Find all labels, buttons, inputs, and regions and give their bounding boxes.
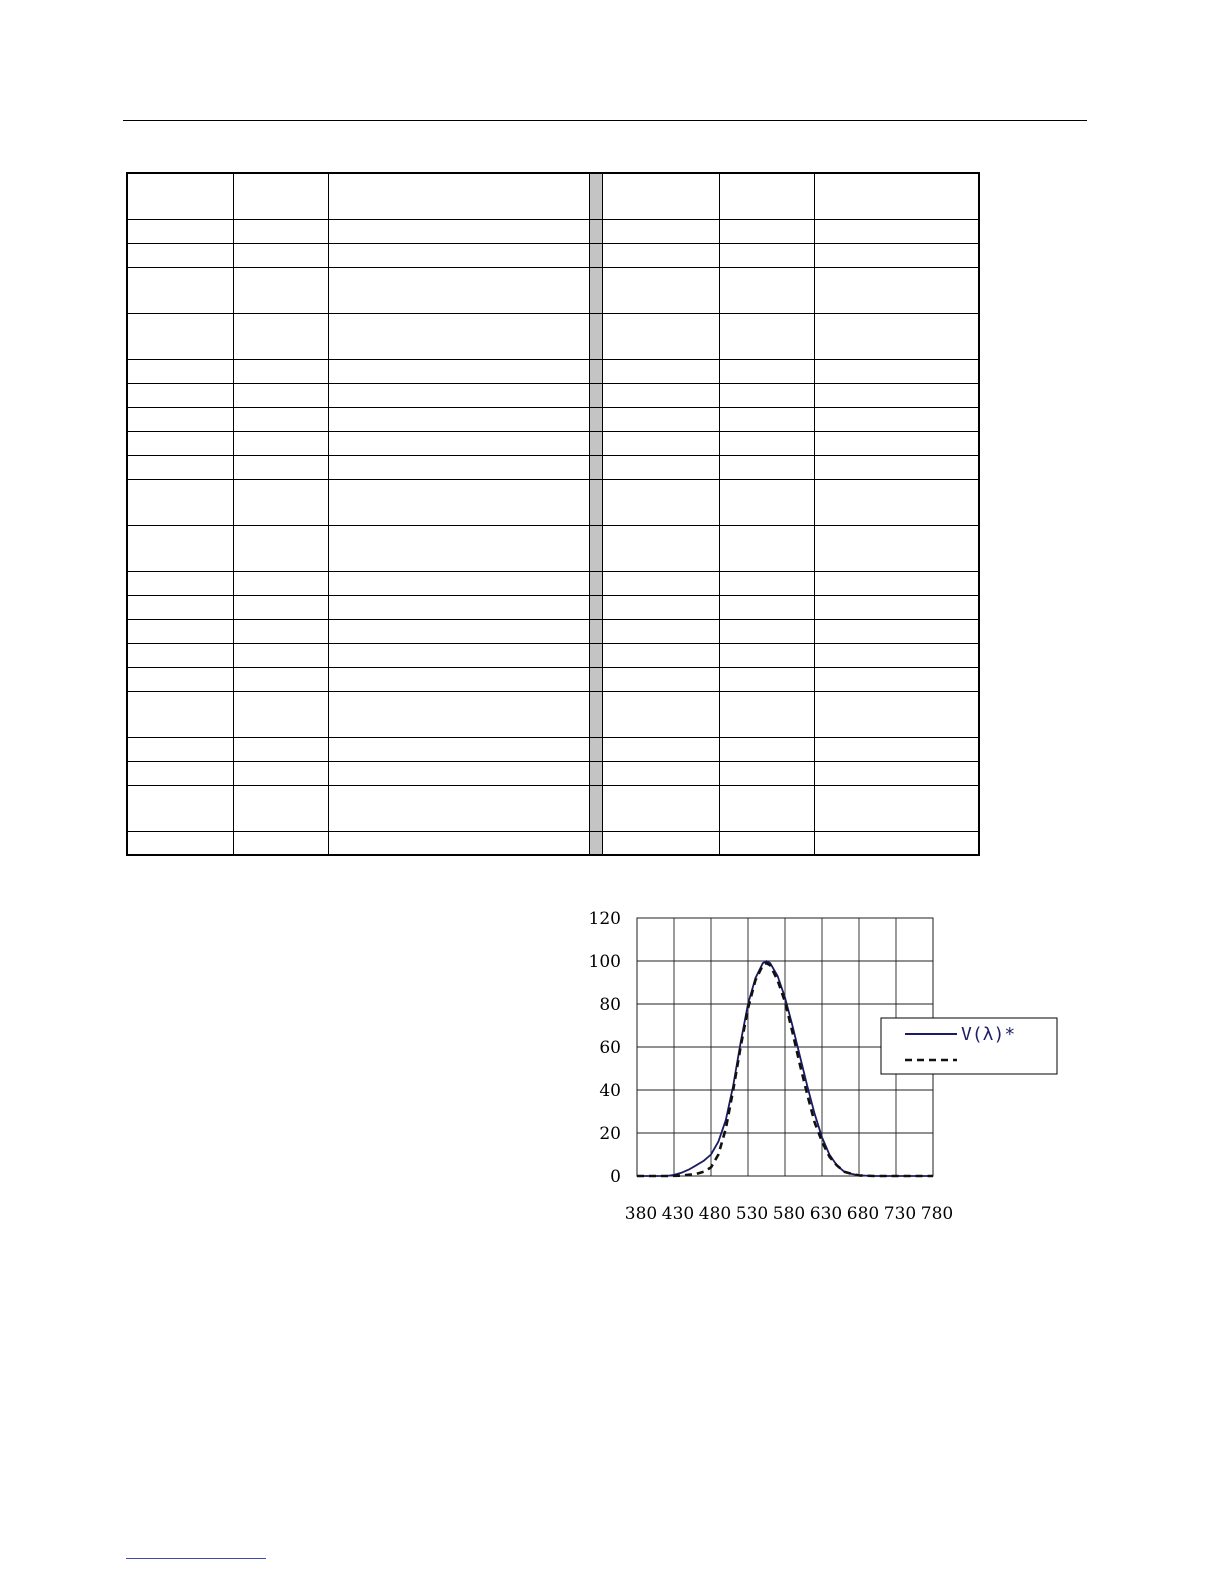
table-cell	[602, 383, 719, 407]
table-cell	[233, 243, 328, 267]
table-cell	[719, 691, 814, 737]
table-separator-cell	[589, 761, 602, 785]
table-cell	[719, 619, 814, 643]
table-cell	[814, 761, 979, 785]
x-tick-label: 680	[846, 1204, 880, 1224]
table-separator-cell	[589, 667, 602, 691]
table-cell	[127, 691, 233, 737]
footnote-rule	[126, 1558, 266, 1559]
table-cell	[328, 691, 589, 737]
table-cell	[328, 359, 589, 383]
table-cell	[814, 455, 979, 479]
y-tick-label: 0	[610, 1167, 621, 1187]
table-cell	[328, 667, 589, 691]
x-tick-label: 730	[883, 1204, 917, 1224]
table-cell	[602, 243, 719, 267]
table-cell	[328, 525, 589, 571]
table-cell	[328, 383, 589, 407]
table-cell	[233, 313, 328, 359]
table-separator-cell	[589, 525, 602, 571]
table-cell	[814, 359, 979, 383]
table-cell	[328, 595, 589, 619]
table-cell	[328, 643, 589, 667]
table-separator-cell	[589, 359, 602, 383]
table-cell	[233, 619, 328, 643]
table-row	[127, 455, 979, 479]
table-cell	[719, 455, 814, 479]
table-cell	[127, 667, 233, 691]
table-cell	[127, 407, 233, 431]
table-row	[127, 525, 979, 571]
table-cell	[127, 219, 233, 243]
table-separator-cell	[589, 243, 602, 267]
table-row	[127, 761, 979, 785]
table-row	[127, 173, 979, 219]
table-separator-cell	[589, 267, 602, 313]
table-cell	[328, 267, 589, 313]
chart-svg	[580, 900, 1060, 1240]
table-row	[127, 407, 979, 431]
table-row	[127, 219, 979, 243]
table-cell	[328, 785, 589, 831]
table-cell	[602, 761, 719, 785]
y-tick-label: 40	[599, 1081, 621, 1101]
legend-label: V(λ)*	[961, 1024, 1016, 1045]
spec-table-body	[127, 173, 979, 855]
table-cell	[602, 619, 719, 643]
table-row	[127, 571, 979, 595]
table-cell	[814, 431, 979, 455]
table-cell	[602, 595, 719, 619]
table-cell	[328, 619, 589, 643]
header-rule	[123, 120, 1087, 121]
table-separator-cell	[589, 619, 602, 643]
table-cell	[127, 383, 233, 407]
table-cell	[127, 643, 233, 667]
table-cell	[719, 219, 814, 243]
table-cell	[127, 431, 233, 455]
table-cell	[814, 595, 979, 619]
table-row	[127, 267, 979, 313]
table-row	[127, 313, 979, 359]
table-cell	[602, 313, 719, 359]
table-cell	[233, 737, 328, 761]
table-cell	[719, 383, 814, 407]
table-cell	[719, 267, 814, 313]
y-tick-label: 120	[588, 909, 621, 929]
table-separator-cell	[589, 407, 602, 431]
table-separator-cell	[589, 595, 602, 619]
table-row	[127, 643, 979, 667]
table-separator-cell	[589, 643, 602, 667]
table-cell	[233, 831, 328, 855]
table-row	[127, 243, 979, 267]
table-cell	[328, 407, 589, 431]
table-row	[127, 785, 979, 831]
table-cell	[602, 831, 719, 855]
table-cell	[328, 219, 589, 243]
table-row	[127, 831, 979, 855]
table-cell	[233, 761, 328, 785]
table-cell	[233, 431, 328, 455]
table-cell	[233, 173, 328, 219]
x-tick-label: 430	[661, 1204, 695, 1224]
table-cell	[602, 407, 719, 431]
table-cell	[602, 267, 719, 313]
table-separator-cell	[589, 455, 602, 479]
table-cell	[719, 173, 814, 219]
table-separator-cell	[589, 431, 602, 455]
y-tick-label: 80	[599, 995, 621, 1015]
table-cell	[233, 383, 328, 407]
table-cell	[233, 667, 328, 691]
table-cell	[719, 243, 814, 267]
table-cell	[233, 571, 328, 595]
table-cell	[814, 643, 979, 667]
table-cell	[328, 455, 589, 479]
table-cell	[328, 243, 589, 267]
table-row	[127, 383, 979, 407]
table-cell	[127, 173, 233, 219]
table-separator-cell	[589, 571, 602, 595]
table-cell	[127, 455, 233, 479]
table-cell	[719, 595, 814, 619]
table-cell	[233, 455, 328, 479]
table-cell	[127, 761, 233, 785]
table-cell	[233, 691, 328, 737]
table-cell	[127, 525, 233, 571]
table-row	[127, 431, 979, 455]
table-cell	[328, 479, 589, 525]
table-cell	[602, 525, 719, 571]
table-cell	[233, 479, 328, 525]
table-cell	[814, 383, 979, 407]
table-cell	[328, 831, 589, 855]
table-cell	[719, 479, 814, 525]
table-cell	[233, 643, 328, 667]
x-tick-label: 780	[920, 1204, 954, 1224]
table-cell	[233, 595, 328, 619]
y-tick-label: 20	[599, 1124, 621, 1144]
table-cell	[719, 737, 814, 761]
table-cell	[328, 313, 589, 359]
table-cell	[602, 479, 719, 525]
table-cell	[127, 737, 233, 761]
table-row	[127, 691, 979, 737]
table-cell	[127, 595, 233, 619]
table-cell	[328, 737, 589, 761]
table-cell	[814, 243, 979, 267]
table-cell	[814, 479, 979, 525]
table-cell	[602, 667, 719, 691]
table-cell	[814, 267, 979, 313]
table-cell	[328, 571, 589, 595]
table-cell	[814, 691, 979, 737]
table-cell	[719, 571, 814, 595]
table-cell	[233, 219, 328, 243]
table-cell	[814, 667, 979, 691]
x-tick-label: 580	[772, 1204, 806, 1224]
table-cell	[233, 267, 328, 313]
table-cell	[814, 571, 979, 595]
table-cell	[328, 173, 589, 219]
table-cell	[602, 431, 719, 455]
x-tick-label: 380	[624, 1204, 658, 1224]
table-cell	[814, 407, 979, 431]
table-cell	[719, 667, 814, 691]
y-tick-label: 100	[588, 952, 621, 972]
table-separator-cell	[589, 831, 602, 855]
table-cell	[127, 571, 233, 595]
table-separator-cell	[589, 313, 602, 359]
table-cell	[328, 431, 589, 455]
table-row	[127, 595, 979, 619]
table-cell	[719, 831, 814, 855]
table-row	[127, 479, 979, 525]
table-cell	[719, 525, 814, 571]
table-cell	[602, 173, 719, 219]
table-cell	[719, 431, 814, 455]
table-cell	[127, 619, 233, 643]
table-cell	[127, 831, 233, 855]
x-tick-label: 480	[698, 1204, 732, 1224]
table-cell	[127, 785, 233, 831]
table-cell	[719, 359, 814, 383]
table-row	[127, 667, 979, 691]
table-cell	[233, 359, 328, 383]
table-cell	[233, 785, 328, 831]
table-cell	[127, 267, 233, 313]
table-cell	[233, 407, 328, 431]
table-cell	[602, 455, 719, 479]
table-cell	[602, 643, 719, 667]
table-separator-cell	[589, 173, 602, 219]
table-cell	[127, 479, 233, 525]
table-row	[127, 619, 979, 643]
table-cell	[127, 313, 233, 359]
table-separator-cell	[589, 785, 602, 831]
table-cell	[719, 785, 814, 831]
table-cell	[814, 737, 979, 761]
table-cell	[719, 761, 814, 785]
spec-table	[126, 172, 980, 856]
table-row	[127, 737, 979, 761]
table-cell	[328, 761, 589, 785]
table-cell	[602, 691, 719, 737]
table-separator-cell	[589, 479, 602, 525]
table-cell	[719, 643, 814, 667]
spectral-response-chart	[580, 900, 1060, 1240]
table-cell	[602, 571, 719, 595]
table-cell	[602, 219, 719, 243]
table-cell	[233, 525, 328, 571]
x-tick-label: 530	[735, 1204, 769, 1224]
table-cell	[602, 359, 719, 383]
table-separator-cell	[589, 219, 602, 243]
table-row	[127, 359, 979, 383]
table-separator-cell	[589, 737, 602, 761]
table-cell	[602, 785, 719, 831]
table-separator-cell	[589, 691, 602, 737]
table-cell	[127, 359, 233, 383]
table-cell	[814, 173, 979, 219]
table-cell	[814, 619, 979, 643]
table-cell	[814, 525, 979, 571]
table-cell	[719, 407, 814, 431]
table-cell	[814, 831, 979, 855]
table-cell	[814, 313, 979, 359]
table-cell	[127, 243, 233, 267]
table-cell	[814, 219, 979, 243]
y-tick-label: 60	[599, 1038, 621, 1058]
table-cell	[814, 785, 979, 831]
table-separator-cell	[589, 383, 602, 407]
table-cell	[602, 737, 719, 761]
x-tick-label: 630	[809, 1204, 843, 1224]
table-cell	[719, 313, 814, 359]
